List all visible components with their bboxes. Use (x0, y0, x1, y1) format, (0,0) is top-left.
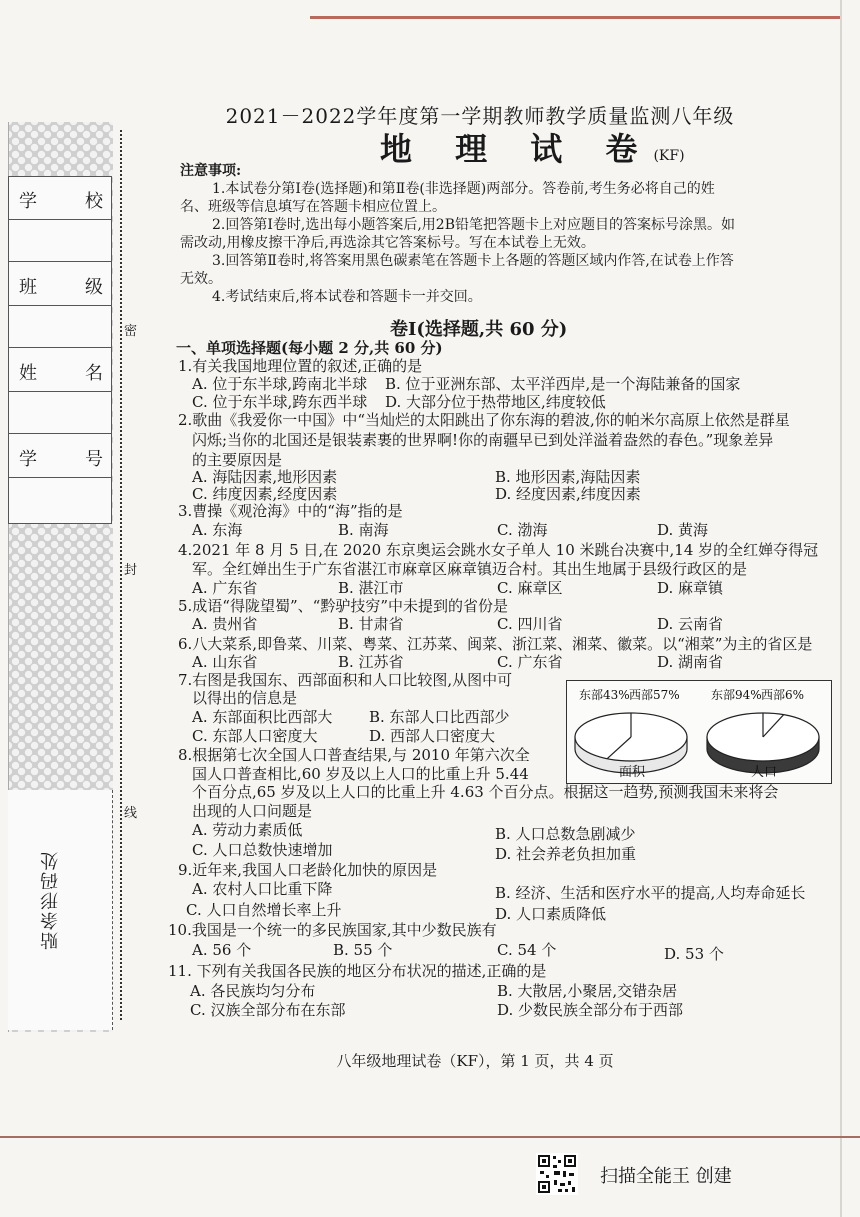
pie-caption: 人口 (751, 765, 778, 780)
school-blank (9, 219, 111, 262)
question-stem: 11. 下列有关我国各民族的地区分布状况的描述,正确的是 (168, 962, 547, 980)
option[interactable]: C. 人口总数快速增加 (192, 841, 333, 859)
bottom-border-line (0, 1136, 860, 1138)
option[interactable]: C. 麻章区 (497, 579, 563, 597)
question-stem: 个百分点,65 岁及以上人口的比重上升 4.63 个百分点。根据这一趋势,预测我国未来将会 (192, 783, 779, 801)
option[interactable]: C. 人口自然增长率上升 (186, 901, 342, 919)
exam-title-text: 地 理 试 卷 (380, 130, 654, 168)
seal-word: 密 (124, 318, 137, 341)
question-stem: 5.成语“得陇望蜀”、“黔驴技穷”中未提到的省份是 (178, 597, 508, 615)
page-footer: 八年级地理试卷（KF），第 1 页，共 4 页 (336, 1052, 614, 1070)
option[interactable]: B. 湛江市 (338, 579, 404, 597)
pie-slice-label: 东部94% (711, 688, 762, 702)
option[interactable]: B. 55 个 (333, 941, 393, 959)
option[interactable]: A. 56 个 (192, 941, 252, 959)
seal-word: 封 (124, 557, 137, 580)
option[interactable]: C. 汉族全部分布在东部 (190, 1001, 346, 1019)
notice-line: 名、班级等信息填写在答题卡相应位置上。 (180, 199, 446, 215)
question-stem: 10.我国是一个统一的多民族国家,其中少数民族有 (168, 921, 497, 939)
school-field[interactable]: 学 校 (9, 177, 111, 220)
option[interactable]: A. 位于东半球,跨南北半球 (192, 375, 368, 393)
exam-title-line1: 2021－2022学年度第一学期教师教学质量监测八年级 (225, 104, 735, 128)
option[interactable]: A. 海陆因素,地形因素 (192, 468, 338, 486)
option[interactable]: C. 54 个 (497, 941, 557, 959)
notice-line: 1.本试卷分第Ⅰ卷(选择题)和第Ⅱ卷(非选择题)两部分。答卷前,考生务必将自己的姓 (212, 181, 715, 197)
question-stem: 6.八大菜系,即鲁菜、川菜、粤菜、江苏菜、闽菜、浙江菜、湘菜、徽菜。以“湘菜”为主的省区是 (178, 635, 813, 653)
option[interactable]: A. 广东省 (192, 579, 258, 597)
pie-chart-svg (567, 681, 831, 783)
option[interactable]: C. 东部人口密度大 (192, 727, 318, 745)
option[interactable]: D. 湖南省 (657, 653, 724, 671)
notice-line: 无效。 (180, 271, 222, 287)
top-border-line (310, 16, 840, 19)
option[interactable]: A. 山东省 (192, 653, 258, 671)
question-stem: 出现的人口问题是 (192, 802, 313, 820)
option[interactable]: D. 53 个 (664, 945, 724, 963)
question-stem: 闪烁;当你的北国还是银装素裹的世界啊!你的南疆早已到处洋溢着盎然的春色。”现象差异 (192, 431, 774, 449)
pie-caption: 面积 (619, 765, 646, 780)
class-blank (9, 305, 111, 348)
section-heading: 卷Ⅰ(选择题,共 60 分) (390, 319, 568, 340)
option[interactable]: C. 渤海 (497, 521, 548, 539)
question-stem: 3.曹操《观沧海》中的“海”指的是 (178, 502, 403, 520)
option[interactable]: C. 广东省 (497, 653, 563, 671)
notice-line: 4.考试结束后,将本试卷和答题卡一并交回。 (212, 289, 482, 305)
question-stem: 9.近年来,我国人口老龄化加快的原因是 (178, 861, 438, 879)
option[interactable]: A. 农村人口比重下降 (192, 880, 333, 898)
option[interactable]: A. 劳动力素质低 (192, 821, 303, 839)
option[interactable]: A. 各民族均匀分布 (190, 982, 316, 1000)
student-id-field[interactable]: 学 号 (9, 435, 111, 478)
question-stem: 2.歌曲《我爱你一中国》中“当灿烂的太阳跳出了你东海的碧波,你的帕米尔高原上依然是群星 (178, 411, 790, 429)
student-info-box (8, 176, 112, 524)
option[interactable]: A. 贵州省 (192, 615, 258, 633)
question-stem: 国人口普查相比,60 岁及以上人口的比重上升 5.44 (192, 765, 529, 783)
option[interactable]: B. 地形因素,海陆因素 (495, 468, 641, 486)
option[interactable]: B. 甘肃省 (338, 615, 404, 633)
option[interactable]: D. 云南省 (657, 615, 724, 633)
notice-line: 3.回答第Ⅱ卷时,将答案用黑色碳素笔在答题卡上各题的答题区域内作答,在试卷上作答 (212, 253, 734, 269)
notice-heading: 注意事项: (180, 163, 242, 179)
barcode-area (8, 790, 113, 1030)
option[interactable]: C. 位于东半球,跨东西半球 (192, 393, 368, 411)
pie-slice-label: 西部57% (629, 688, 680, 702)
seal-dotted-line (120, 130, 122, 1020)
qr-code-icon (536, 1153, 578, 1195)
question-stem: 的主要原因是 (192, 451, 283, 469)
option[interactable]: A. 东海 (192, 521, 243, 539)
question-stem: 7.右图是我国东、西部面积和人口比较图,从图中可 (178, 671, 513, 689)
option[interactable]: B. 位于亚洲东部、太平洋西岸,是一个海陆兼备的国家 (385, 375, 741, 393)
option[interactable]: D. 麻章镇 (657, 579, 724, 597)
notice-line: 需改动,用橡皮擦干净后,再选涂其它答案标号。写在本试卷上无效。 (180, 235, 595, 251)
exam-code: (KF) (653, 148, 685, 164)
option[interactable]: B. 东部人口比西部少 (369, 708, 510, 726)
option[interactable]: D. 西部人口密度大 (369, 727, 496, 745)
exam-title (380, 124, 685, 170)
section-subheading: 一、单项选择题(每小题 2 分,共 60 分) (176, 339, 443, 357)
option[interactable]: D. 社会养老负担加重 (495, 845, 637, 863)
question-stem: 1.有关我国地理位置的叙述,正确的是 (178, 357, 423, 375)
page-edge (840, 0, 842, 1217)
option[interactable]: C. 四川省 (497, 615, 563, 633)
option[interactable]: D. 经度因素,纬度因素 (495, 485, 641, 503)
seal-word: 线 (124, 800, 137, 823)
question-stem: 4.2021 年 8 月 5 日,在 2020 东京奥运会跳水女子单人 10 米跳台决赛中,14 岁的全红婵夺得冠 (178, 541, 819, 559)
option[interactable]: C. 纬度因素,经度因素 (192, 485, 338, 503)
question-stem: 军。全红婵出生于广东省湛江市麻章区麻章镇迈合村。其出生地属于县级行政区的是 (192, 560, 748, 578)
class-field[interactable]: 班 级 (9, 263, 111, 306)
option[interactable]: D. 少数民族全部分布于西部 (497, 1001, 684, 1019)
pie-slice-label: 东部43% (579, 688, 630, 702)
question-stem: 以得出的信息是 (192, 689, 298, 707)
option[interactable]: B. 南海 (338, 521, 389, 539)
notice-line: 2.回答第Ⅰ卷时,选出每小题答案后,用2B铅笔把答题卡上对应题目的答案标号涂黑。如 (212, 217, 735, 233)
scanner-watermark: 扫描全能王 创建 (600, 1166, 732, 1187)
pie-slice-label: 西部6% (761, 688, 805, 702)
option[interactable]: B. 经济、生活和医疗水平的提高,人均寿命延长 (495, 884, 806, 902)
option[interactable]: B. 大散居,小聚居,交错杂居 (497, 982, 678, 1000)
option[interactable]: D. 黄海 (657, 521, 709, 539)
question-stem: 8.根据第七次全国人口普查结果,与 2010 年第六次全 (178, 746, 530, 764)
option[interactable]: D. 人口素质降低 (495, 905, 607, 923)
area-population-pie-charts (566, 680, 832, 784)
option[interactable]: A. 东部面积比西部大 (192, 708, 333, 726)
name-field[interactable]: 姓 名 (9, 349, 111, 392)
option[interactable]: B. 江苏省 (338, 653, 404, 671)
option[interactable]: B. 人口总数急剧减少 (495, 825, 636, 843)
option[interactable]: D. 大部分位于热带地区,纬度较低 (385, 393, 606, 411)
name-blank (9, 391, 111, 434)
barcode-label: 贴条形码处 (40, 850, 61, 950)
